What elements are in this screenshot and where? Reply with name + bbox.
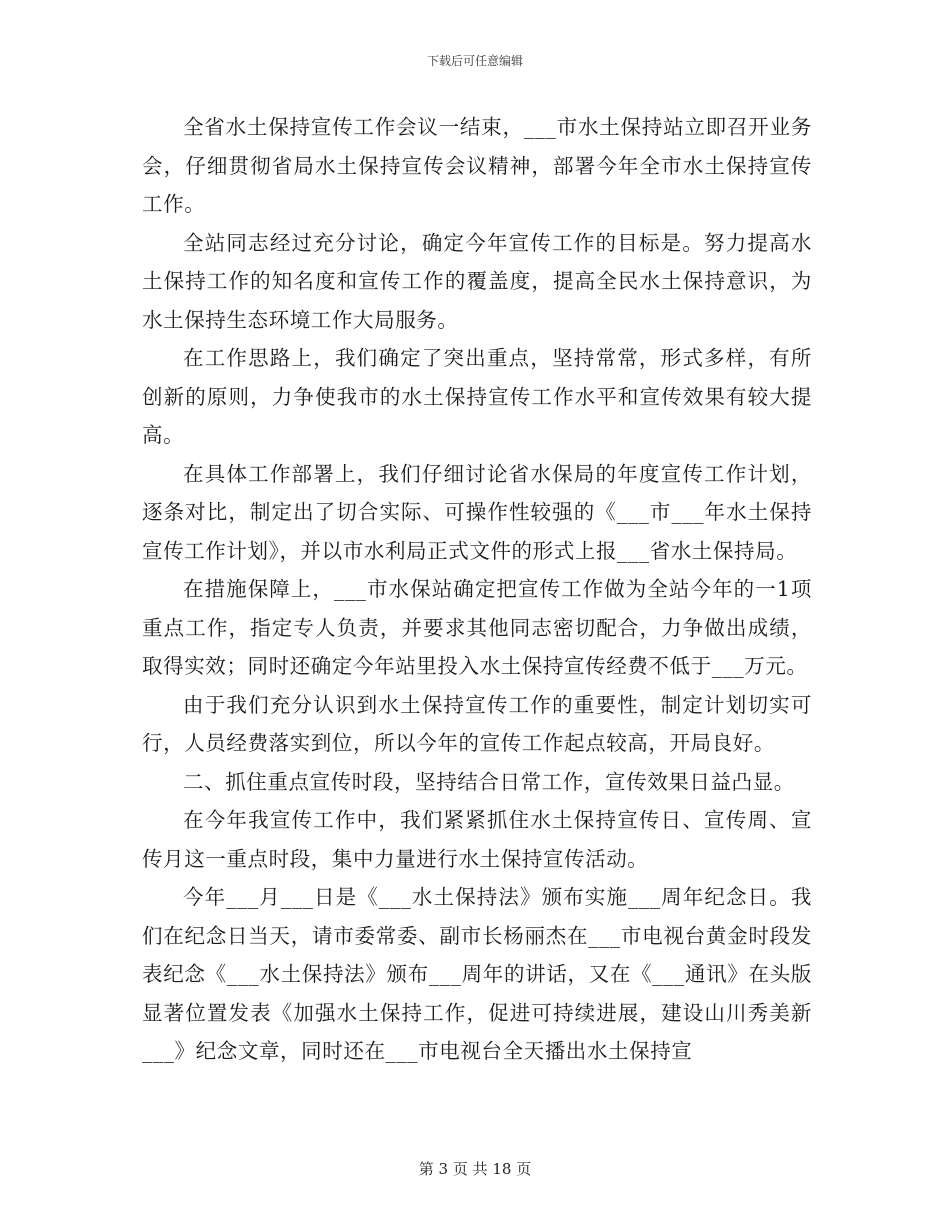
paragraph: 由于我们充分认识到水土保持宣传工作的重要性，制定计划切实可行，人员经费落实到位，所以今年的宣传工作起点较高，开局良好。 [142,692,812,755]
paragraph: 在工作思路上，我们确定了突出重点，坚持常常，形式多样，有所创新的原则，力争使我市的水土保持宣传工作水平和宣传效果有较大提高。 [142,346,812,447]
paragraph: 全省水土保持宣传工作会议一结束，___市水土保持站立即召开业务会，仔细贯彻省局水土保持宣传会议精神，部署今年全市水土保持宣传工作。 [142,115,812,216]
paragraph: 全站同志经过充分讨论，确定今年宣传工作的目标是。努力提高水土保持工作的知名度和宣传工作的覆盖度，提高全民水土保持意识，为水土保持生态环境工作大局服务。 [142,230,812,332]
paragraph: 今年___月___日是《___水土保持法》颁布实施___周年纪念日。我们在纪念日当天，请市委常委、副市长杨丽杰在___市电视台黄金时段发表纪念《___水土保持法》颁布___周年的讲话，又在《___通讯》在头版显著位置发表《加强水土保持工作，促进可持续进展，建设山川秀美新___》纪念文章，同时还在___市电视台全天播出水土保持宣 [142,885,812,1063]
paragraph: 在具体工作部署上，我们仔细讨论省水保局的年度宣传工作计划，逐条对比，制定出了切合实际、可操作性较强的《___市___年水土保持宣传工作计划》，并以市水利局正式文件的形式上报___省水土保持局。 [142,461,812,563]
page-number: 第 3 页 共 18 页 [418,1160,532,1178]
section-heading: 二、抓住重点宣传时段，坚持结合日常工作，宣传效果日益凸显。 [183,769,795,794]
page-header: 下载后可任意编辑 [426,54,523,68]
document-body [142,108,812,1071]
paragraph: 在措施保障上，___市水保站确定把宣传工作做为全站今年的一1项重点工作，指定专人负责，并要求其他同志密切配合，力争做出成绩，取得实效；同时还确定今年站里投入水土保持宣传经费不低于___万元。 [142,577,812,678]
paragraph: 在今年我宣传工作中，我们紧紧抓住水土保持宣传日、宣传周、宣传月这一重点时段，集中力量进行水土保持宣传活动。 [142,808,812,871]
